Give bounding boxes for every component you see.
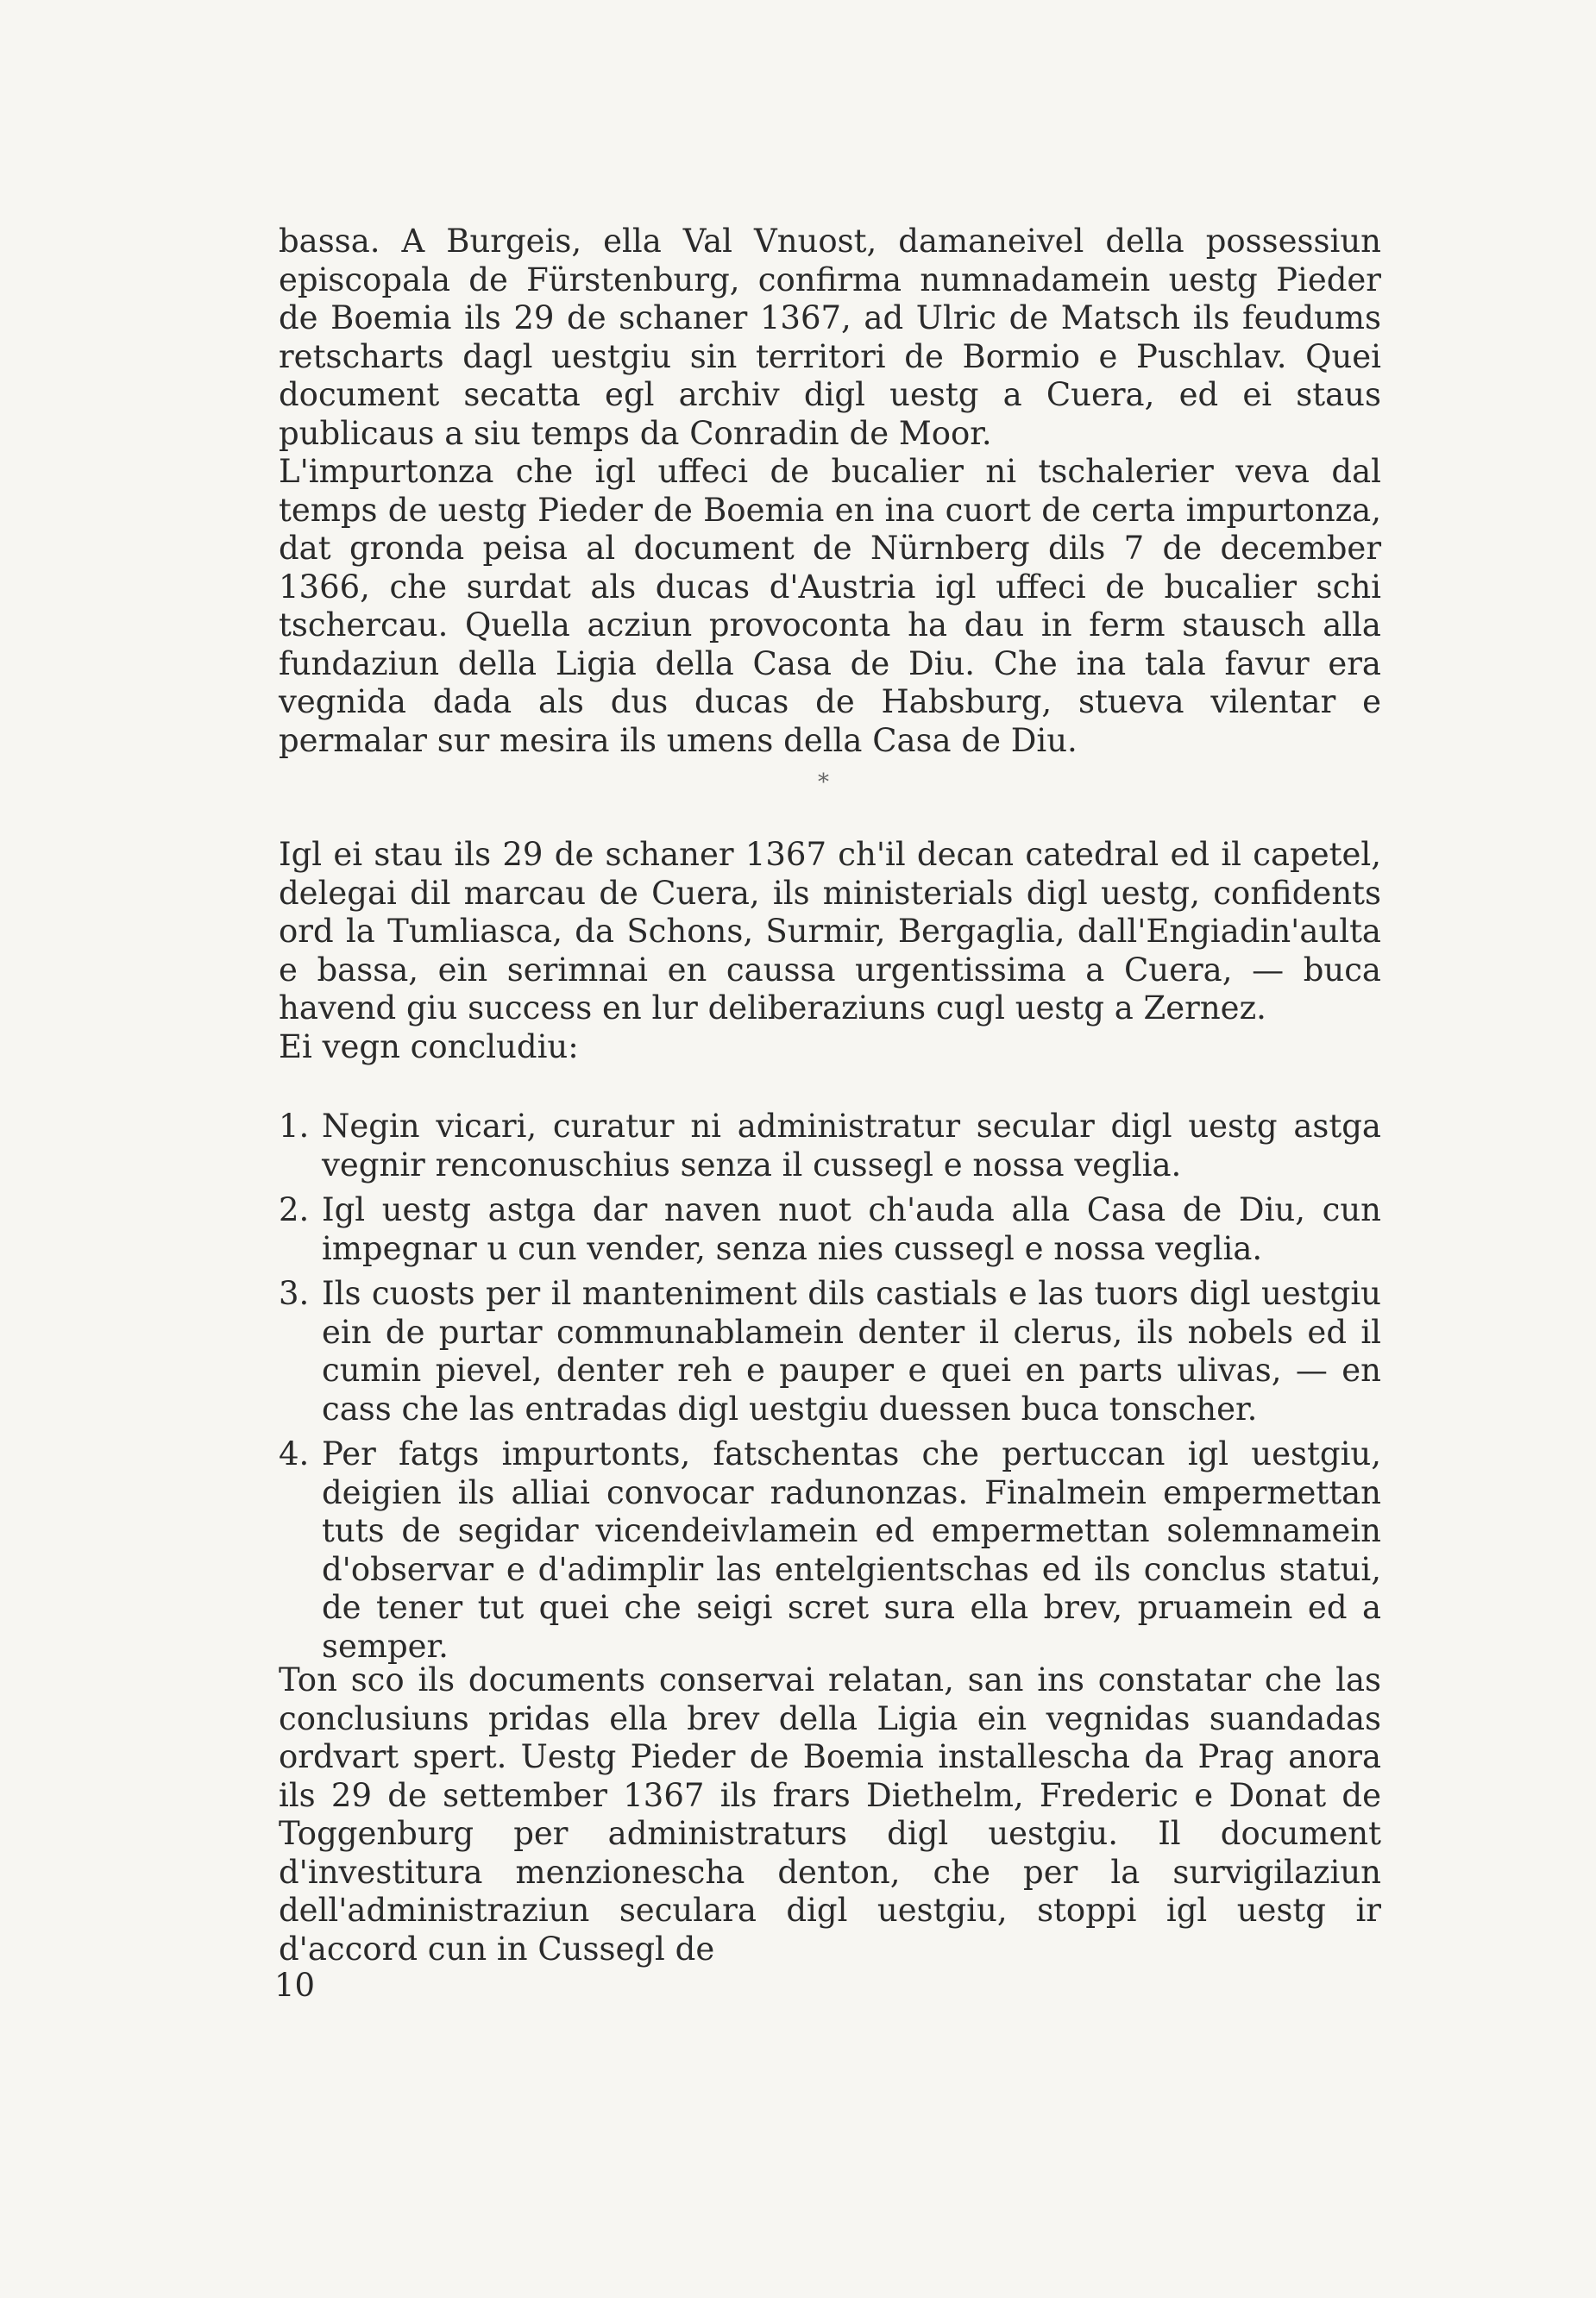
paragraph: Ton sco ils documents conservai relatan, san ins constatar che las conclusiuns pridas ella brev della Ligia ein vegnidas suandadas ordvart spert. Uestg Pieder de Boemia installescha da Prag anora ils 29 de settember 1367 ils frars Diethelm, Frederic e Donat de Toggenburg per administraturs digl uestgiu. Il document d'investitura menzionescha denton, che per la survigilaziun dell'administraziun seculara digl uestgiu, stoppi igl uestg ir d'accord cun in Cussegl de bbox=[279, 1661, 1381, 1968]
paragraph: L'impurtonza che igl uffeci de bucalier ni tschalerier veva dal temps de uestg Pieder de Boemia en ina cuort de certa impurtonza, dat gronda peisa al document de Nürnberg dils 7 de december 1366, che surdat als ducas d'Austria igl uffeci de bucalier schi tschercau. Quella acziun provoconta ha dau in ferm stausch alla fundaziun della Ligia della Casa de Diu. Che ina tala favur era vegnida dada als dus ducas de Habsburg, stueva vilentar e permalar sur mesira ils umens della Casa de Diu. bbox=[279, 453, 1381, 759]
list-item-number: 1. bbox=[279, 1108, 310, 1145]
list-item bbox=[279, 1275, 1381, 1428]
page-number: 10 bbox=[274, 1967, 316, 2004]
paragraph: bassa. A Burgeis, ella Val Vnuost, damaneivel della possessiun episcopala de Fürstenburg, confirma numnadamein uestg Pieder de Boemia ils 29 de schaner 1367, ad Ulric de Matsch ils feudums retscharts dagl uestgiu sin territori de Bormio e Puschlav. Quei document secatta egl archiv digl uestg a Cuera, ed ei staus publicaus a siu temps da Conradin de Moor. bbox=[279, 223, 1381, 452]
list-item-number: 4. bbox=[279, 1435, 310, 1472]
list-item-text: Ils cuosts per il manteniment dils castials e las tuors digl uestgiu ein de purtar communablamein denter il clerus, ils nobels ed il cumin pievel, denter reh e pauper e quei en parts ulivas, — en cass che las entradas digl uestgiu duessen buca tonscher. bbox=[322, 1275, 1381, 1428]
list-item bbox=[279, 1191, 1381, 1268]
list-item-text: Igl uestg astga dar naven nuot ch'auda alla Casa de Diu, cun impegnar u cun vender, senza nies cussegl e nossa veglia. bbox=[322, 1191, 1381, 1267]
text-block-middle bbox=[279, 836, 1381, 1066]
list-item-text: Negin vicari, curatur ni administratur secular digl uestg astga vegnir renconuschius senza il cussegl e nossa veglia. bbox=[322, 1108, 1381, 1184]
list-item bbox=[279, 1435, 1381, 1666]
paragraph: Ei vegn concludiu: bbox=[279, 1027, 579, 1065]
text-block-bottom bbox=[279, 1661, 1381, 1968]
list-item bbox=[279, 1108, 1381, 1184]
list-item-text: Per fatgs impurtonts, fatschentas che pertuccan igl uestgiu, deigien ils alliai convocar radunonzas. Finalmein empermettan tuts de segidar vicendeivlamein ed empermettan solemnamein d'observar e d'adimplir las entelgientschas ed ils conclus statui, de tener tut quei che seigi scret sura ella brev, pruamein ed a semper. bbox=[322, 1435, 1381, 1665]
section-separator: * bbox=[818, 769, 829, 795]
paragraph: Igl ei stau ils 29 de schaner 1367 ch'il decan catedral ed il capetel, delegai dil marcau de Cuera, ils ministerials digl uestg, confidents ord la Tumliasca, da Schons, Surmir, Bergaglia, dall'Engiadin'aulta e bassa, ein serimnai en caussa urgentissima a Cuera, — buca havend giu success en lur deliberaziuns cugl uestg a Zernez. bbox=[279, 836, 1381, 1027]
list-item-number: 3. bbox=[279, 1275, 310, 1312]
list-item-number: 2. bbox=[279, 1191, 310, 1228]
text-block-top bbox=[279, 223, 1381, 760]
numbered-list bbox=[279, 1108, 1381, 1666]
